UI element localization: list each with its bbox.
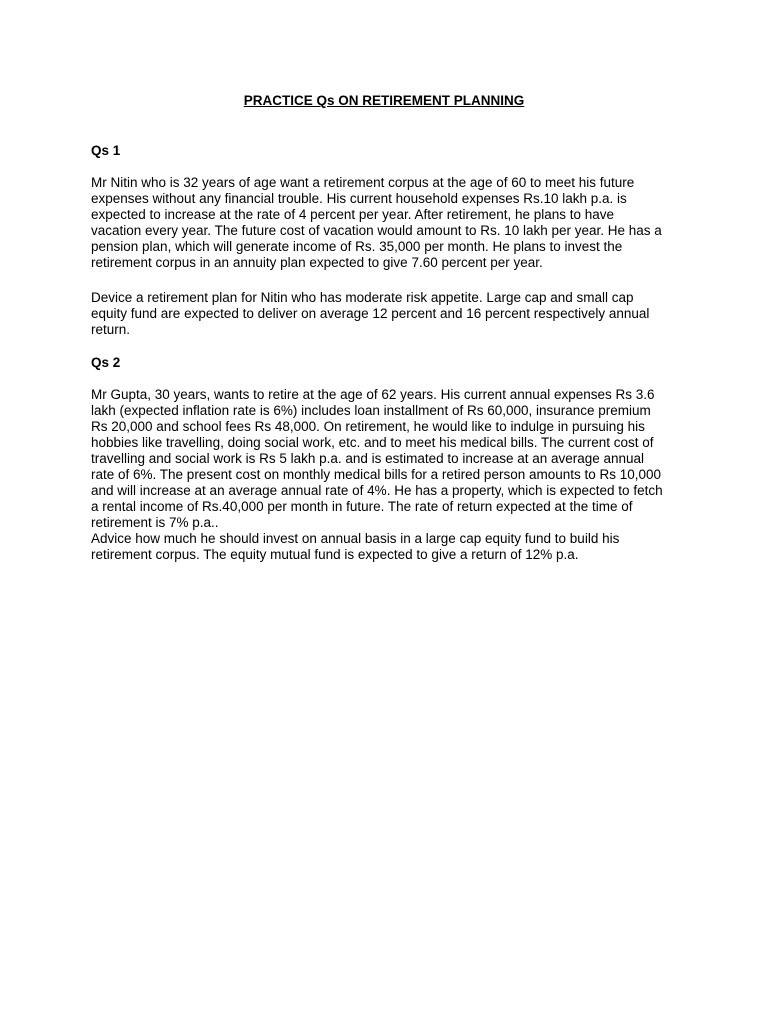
text-line: lakh (expected inflation rate is 6%) includes loan installment of Rs 60,000, insurance premium (91, 403, 651, 418)
text-line: a rental income of Rs.40,000 per month in future. The rate of return expected at the time of (91, 499, 633, 514)
text-line: expected to increase at the rate of 4 percent per year. After retirement, he plans to have (91, 207, 615, 222)
text-line: hobbies like travelling, doing social work, etc. and to meet his medical bills. The current cost of (91, 435, 654, 450)
text-line: rate of 6%. The present cost on monthly medical bills for a retired person amounts to Rs 10,000 (91, 467, 662, 482)
text-line: Mr Gupta, 30 years, wants to retire at the age of 62 years. His current annual expenses Rs 3.6 (91, 387, 655, 402)
question-2-paragraph-1 (91, 387, 691, 563)
text-line: travelling and social work is Rs 5 lakh p.a. and is estimated to increase at an average annual (91, 451, 645, 466)
text-line: retirement corpus in an annuity plan expected to give 7.60 percent per year. (91, 255, 543, 270)
text-line: retirement corpus. The equity mutual fund is expected to give a return of 12% p.a. (91, 547, 579, 562)
question-2-heading: Qs 2 (91, 355, 121, 370)
text-line: Advice how much he should invest on annual basis in a large cap equity fund to build his (91, 531, 620, 546)
question-1-paragraph-2 (91, 290, 691, 338)
text-line: Rs 20,000 and school fees Rs 48,000. On retirement, he would like to indulge in pursuing his (91, 419, 645, 434)
text-line: vacation every year. The future cost of vacation would amount to Rs. 10 lakh per year. He has a (91, 223, 662, 238)
question-1-paragraph-1 (91, 175, 691, 271)
text-line: return. (91, 322, 131, 337)
text-line: expenses without any financial trouble. His current household expenses Rs.10 lakh p.a. is (91, 191, 627, 206)
text-line: Mr Nitin who is 32 years of age want a retirement corpus at the age of 60 to meet his future (91, 175, 635, 190)
text-line: equity fund are expected to deliver on average 12 percent and 16 percent respectively annual (91, 306, 650, 321)
question-1-heading: Qs 1 (91, 143, 121, 158)
text-line: Device a retirement plan for Nitin who has moderate risk appetite. Large cap and small cap (91, 290, 634, 305)
text-line: retirement is 7% p.a.. (91, 515, 219, 530)
document-title: PRACTICE Qs ON RETIREMENT PLANNING (243, 93, 525, 108)
text-line: pension plan, which will generate income of Rs. 35,000 per month. He plans to invest the (91, 239, 623, 254)
text-line: and will increase at an average annual rate of 4%. He has a property, which is expected to fetch (91, 483, 663, 498)
